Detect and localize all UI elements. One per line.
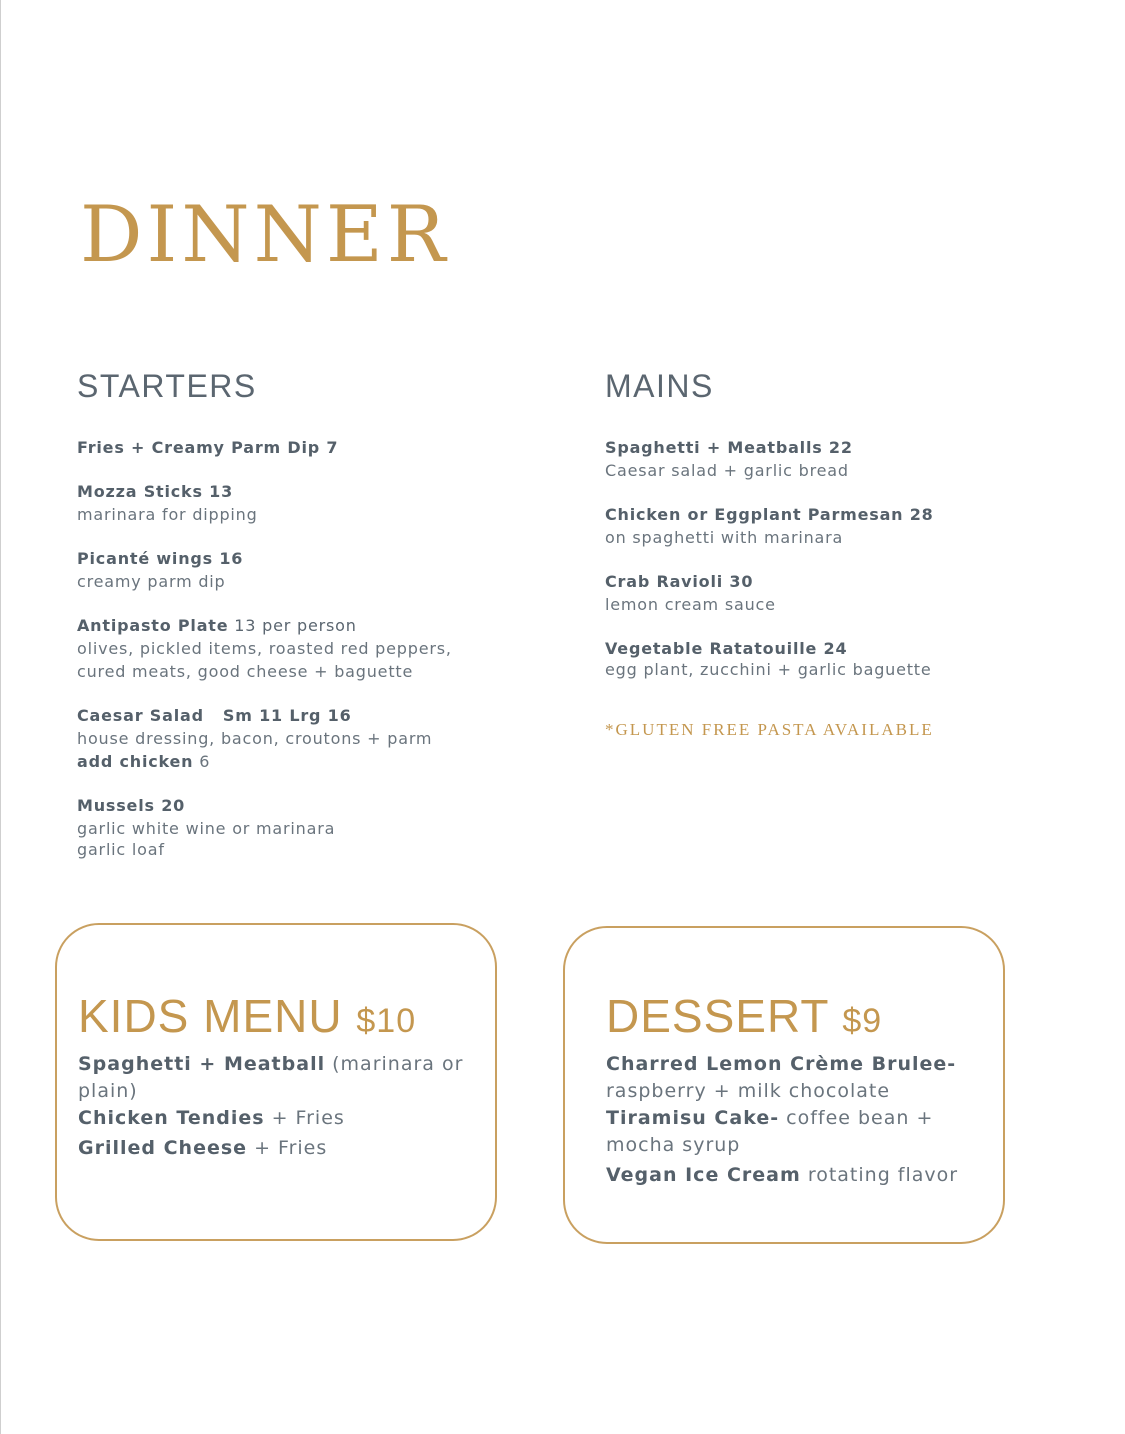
dessert-item-detail: raspberry + milk chocolate xyxy=(606,1080,891,1102)
dessert-title xyxy=(606,990,979,1042)
item-name: Vegetable Ratatouille 24 xyxy=(605,639,848,658)
item-description: Caesar salad + garlic bread xyxy=(605,461,849,480)
item-name: Caesar Salad Sm 11 Lrg 16 xyxy=(77,706,352,725)
menu-item xyxy=(77,704,497,773)
starters-heading: STARTERS xyxy=(77,368,257,404)
dessert-item xyxy=(606,1105,979,1159)
mains-section xyxy=(605,370,1025,740)
dessert-item-name: Tiramisu Cake- xyxy=(606,1107,780,1129)
menu-item xyxy=(77,436,497,459)
dessert-item-name: Charred Lemon Crème Brulee- xyxy=(606,1053,957,1075)
dessert-heading: DESSERT xyxy=(606,990,829,1042)
item-description: olives, pickled items, roasted red peppers, xyxy=(77,639,452,658)
kids-menu-price: $10 xyxy=(356,1002,417,1040)
kids-item xyxy=(78,1051,471,1105)
dessert-item xyxy=(606,1162,979,1189)
dessert-content xyxy=(606,990,979,1189)
dessert-item-name: Vegan Ice Cream xyxy=(606,1164,801,1186)
item-name: Crab Ravioli 30 xyxy=(605,572,754,591)
item-name: Picanté wings 16 xyxy=(77,549,244,568)
mains-heading: MAINS xyxy=(605,368,714,404)
item-price-note: 13 per person xyxy=(228,616,357,635)
kids-menu-box xyxy=(55,923,497,1241)
menu-item xyxy=(77,794,497,860)
kids-item-name: Grilled Cheese xyxy=(78,1137,248,1159)
kids-item-name: Spaghetti + Meatball xyxy=(78,1053,326,1075)
kids-item xyxy=(78,1135,471,1162)
menu-item xyxy=(77,547,497,593)
item-name: Spaghetti + Meatballs 22 xyxy=(605,438,853,457)
menu-item xyxy=(605,436,1025,482)
menu-item xyxy=(605,503,1025,549)
kids-item xyxy=(78,1105,471,1132)
item-name: Chicken or Eggplant Parmesan 28 xyxy=(605,505,934,524)
kids-menu-title xyxy=(78,990,471,1042)
gluten-free-note: *GLUTEN FREE PASTA AVAILABLE xyxy=(605,720,934,739)
dessert-item xyxy=(606,1051,979,1105)
item-name: Mussels 20 xyxy=(77,796,186,815)
kids-menu-heading: KIDS MENU xyxy=(78,990,343,1042)
dessert-price: $9 xyxy=(842,1002,883,1040)
item-description: cured meats, good cheese + baguette xyxy=(77,662,414,681)
kids-item-detail: + Fries xyxy=(247,1137,328,1159)
starters-section xyxy=(77,370,497,881)
kids-item-detail: (marinara or plain) xyxy=(78,1053,464,1102)
item-description: house dressing, bacon, croutons + parm xyxy=(77,729,433,748)
item-name: Mozza Sticks 13 xyxy=(77,482,234,501)
item-description: garlic white wine or marinara xyxy=(77,819,336,838)
item-description: egg plant, zucchini + garlic baguette xyxy=(605,660,932,679)
menu-title: DINNER xyxy=(80,190,450,280)
kids-item-name: Chicken Tendies xyxy=(78,1107,265,1129)
item-description: creamy parm dip xyxy=(77,572,226,591)
menu-item xyxy=(605,637,1025,680)
addon-name: add chicken xyxy=(77,752,194,771)
dessert-box xyxy=(563,926,1005,1244)
kids-item-detail: + Fries xyxy=(264,1107,345,1129)
menu-item xyxy=(77,614,497,683)
item-description: lemon cream sauce xyxy=(605,595,776,614)
item-description: on spaghetti with marinara xyxy=(605,528,844,547)
dessert-item-detail: rotating flavor xyxy=(800,1164,959,1186)
item-name: Antipasto Plate xyxy=(77,616,229,635)
item-name: Fries + Creamy Parm Dip 7 xyxy=(77,438,339,457)
kids-menu-content xyxy=(78,990,471,1162)
page-edge-rule xyxy=(0,0,1,1434)
item-description: garlic loaf xyxy=(77,840,165,859)
addon-price: 6 xyxy=(193,752,211,771)
dessert-item-detail: coffee bean + mocha syrup xyxy=(606,1107,934,1156)
menu-item xyxy=(77,480,497,526)
menu-item xyxy=(605,570,1025,616)
item-description: marinara for dipping xyxy=(77,505,258,524)
item-addon xyxy=(77,750,497,773)
